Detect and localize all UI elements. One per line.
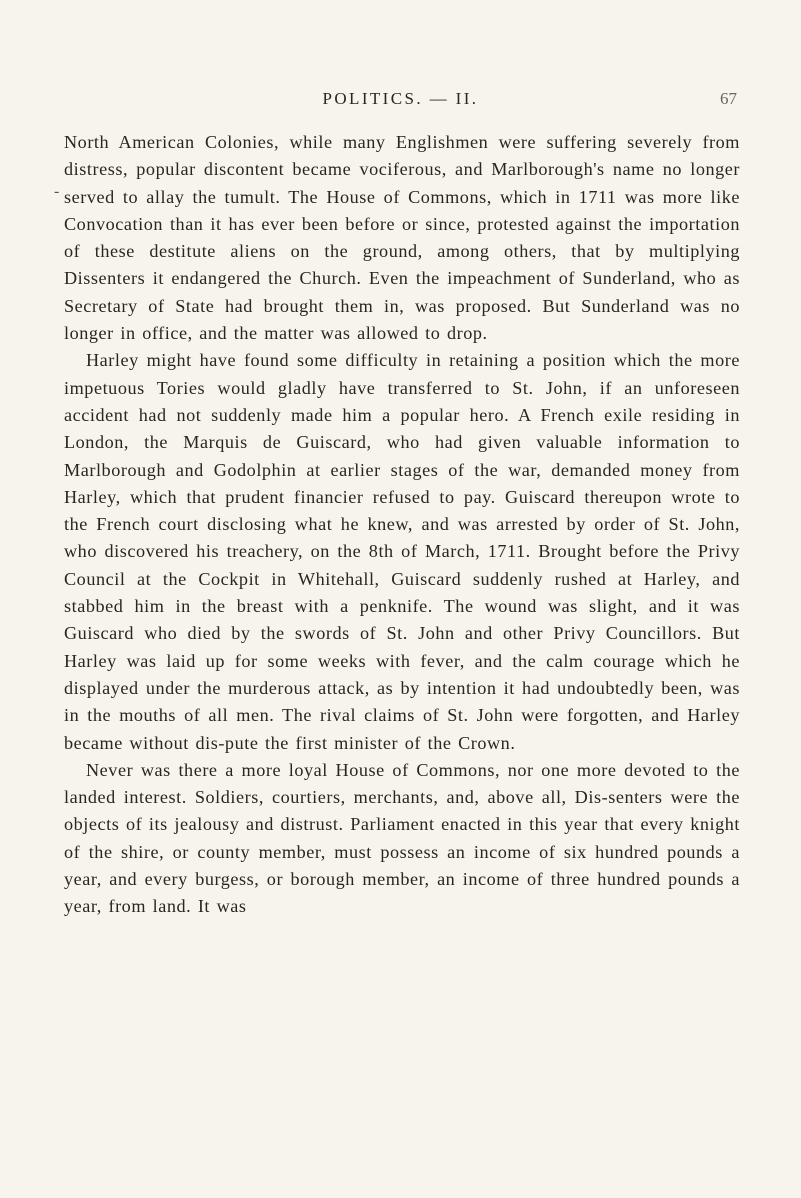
paragraph-3: Never was there a more loyal House of Commons, nor one more devoted to the landed interest. Soldiers, courtiers, merchants, and, above all, Dis-senters were the objects of its jealousy and distrust. Parliament enacted in this year that every knight of the shire, or county member, must possess an income of six hundred pounds a year, and every burgess, or borough member, an income of three hundred pounds a year, from land. It was: [64, 759, 740, 917]
page-header: [0, 89, 801, 113]
page-number: 67: [720, 89, 737, 108]
running-head: POLITICS. — II.: [322, 89, 479, 108]
paragraph-1: North American Colonies, while many Englishmen were suffering severely from distress, popular discontent became vociferous, and Marlborough's name no longer served to allay the tumult. The House of Commons, which in 1711 was more like Convocation than it has ever been before or since, protested against the importation of these destitute aliens on the ground, among others, that by multiplying Dissenters it endangered the Church. Even the impeachment of Sunderland, who as Secretary of State had brought them in, was proposed. But Sunderland was no longer in office, and the matter was allowed to drop.: [64, 132, 740, 344]
margin-mark: -: [54, 183, 60, 200]
paragraph-2: Harley might have found some difficulty in retaining a position which the more impetuous Tories would gladly have transferred to St. John, if an unforeseen accident had not suddenly made him a popular hero. A French exile residing in London, the Marquis de Guiscard, who had given valuable information to Marlborough and Godolphin at earlier stages of the war, demanded money from Harley, which that prudent financier refused to pay. Guiscard thereupon wrote to the French court disclosing what he knew, and was arrested by order of St. John, who discovered his treachery, on the 8th of March, 1711. Brought before the Privy Council at the Cockpit in Whitehall, Guiscard suddenly rushed at Harley, and stabbed him in the breast with a penknife. The wound was slight, and it was Guiscard who died by the swords of St. John and other Privy Councillors. But Harley was laid up for some weeks with fever, and the calm courage which he displayed under the murderous attack, as by intention it had undoubtedly been, was in the mouths of all men. The rival claims of St. John were forgotten, and Harley became without dis-pute the first minister of the Crown.: [64, 350, 740, 753]
body-text: [64, 129, 740, 921]
